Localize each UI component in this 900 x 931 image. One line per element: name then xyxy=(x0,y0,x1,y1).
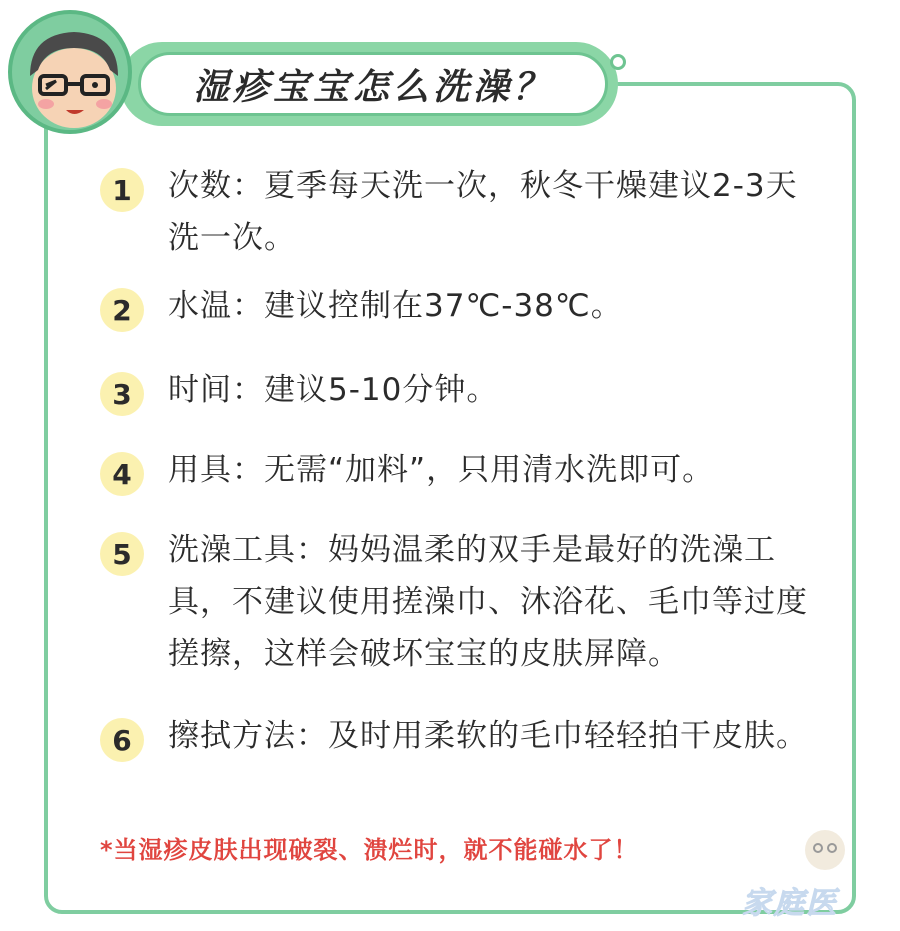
page-title: 湿疹宝宝怎么洗澡？ xyxy=(192,66,553,108)
list-item xyxy=(100,444,818,496)
item-number-badge: 2 xyxy=(100,288,144,332)
item-number-badge: 3 xyxy=(100,372,144,416)
title-decoration-dot xyxy=(610,54,626,70)
item-text: 时间：建议5-10分钟。 xyxy=(168,372,499,408)
item-text: 擦拭方法：及时用柔软的毛巾轻轻拍干皮肤。 xyxy=(168,718,808,754)
list-item xyxy=(100,160,818,264)
list-item xyxy=(100,364,818,416)
watermark-logo xyxy=(730,820,860,920)
list-item xyxy=(100,280,818,332)
item-text: 次数：夏季每天洗一次，秋冬干燥建议2-3天洗一次。 xyxy=(168,168,798,256)
item-text: 用具：无需“加料”，只用清水洗即可。 xyxy=(168,452,715,488)
warning-note: *当湿疹皮肤出现破裂、溃烂时，就不能碰水了！ xyxy=(100,836,639,864)
item-number-badge: 6 xyxy=(100,718,144,762)
doctor-avatar-icon xyxy=(8,10,132,134)
item-text: 洗澡工具：妈妈温柔的双手是最好的洗澡工具，不建议使用搓澡巾、沐浴花、毛巾等过度搓擦，这样会破坏宝宝的皮肤屏障。 xyxy=(168,532,808,672)
list-item xyxy=(100,524,818,680)
list-item xyxy=(100,710,818,762)
item-text: 水温：建议控制在37℃-38℃。 xyxy=(168,288,623,324)
watermark-text: 家庭医 xyxy=(742,886,838,921)
item-number-badge: 4 xyxy=(100,452,144,496)
item-number-badge: 5 xyxy=(100,532,144,576)
item-number-badge: 1 xyxy=(100,168,144,212)
title-banner xyxy=(138,52,608,116)
